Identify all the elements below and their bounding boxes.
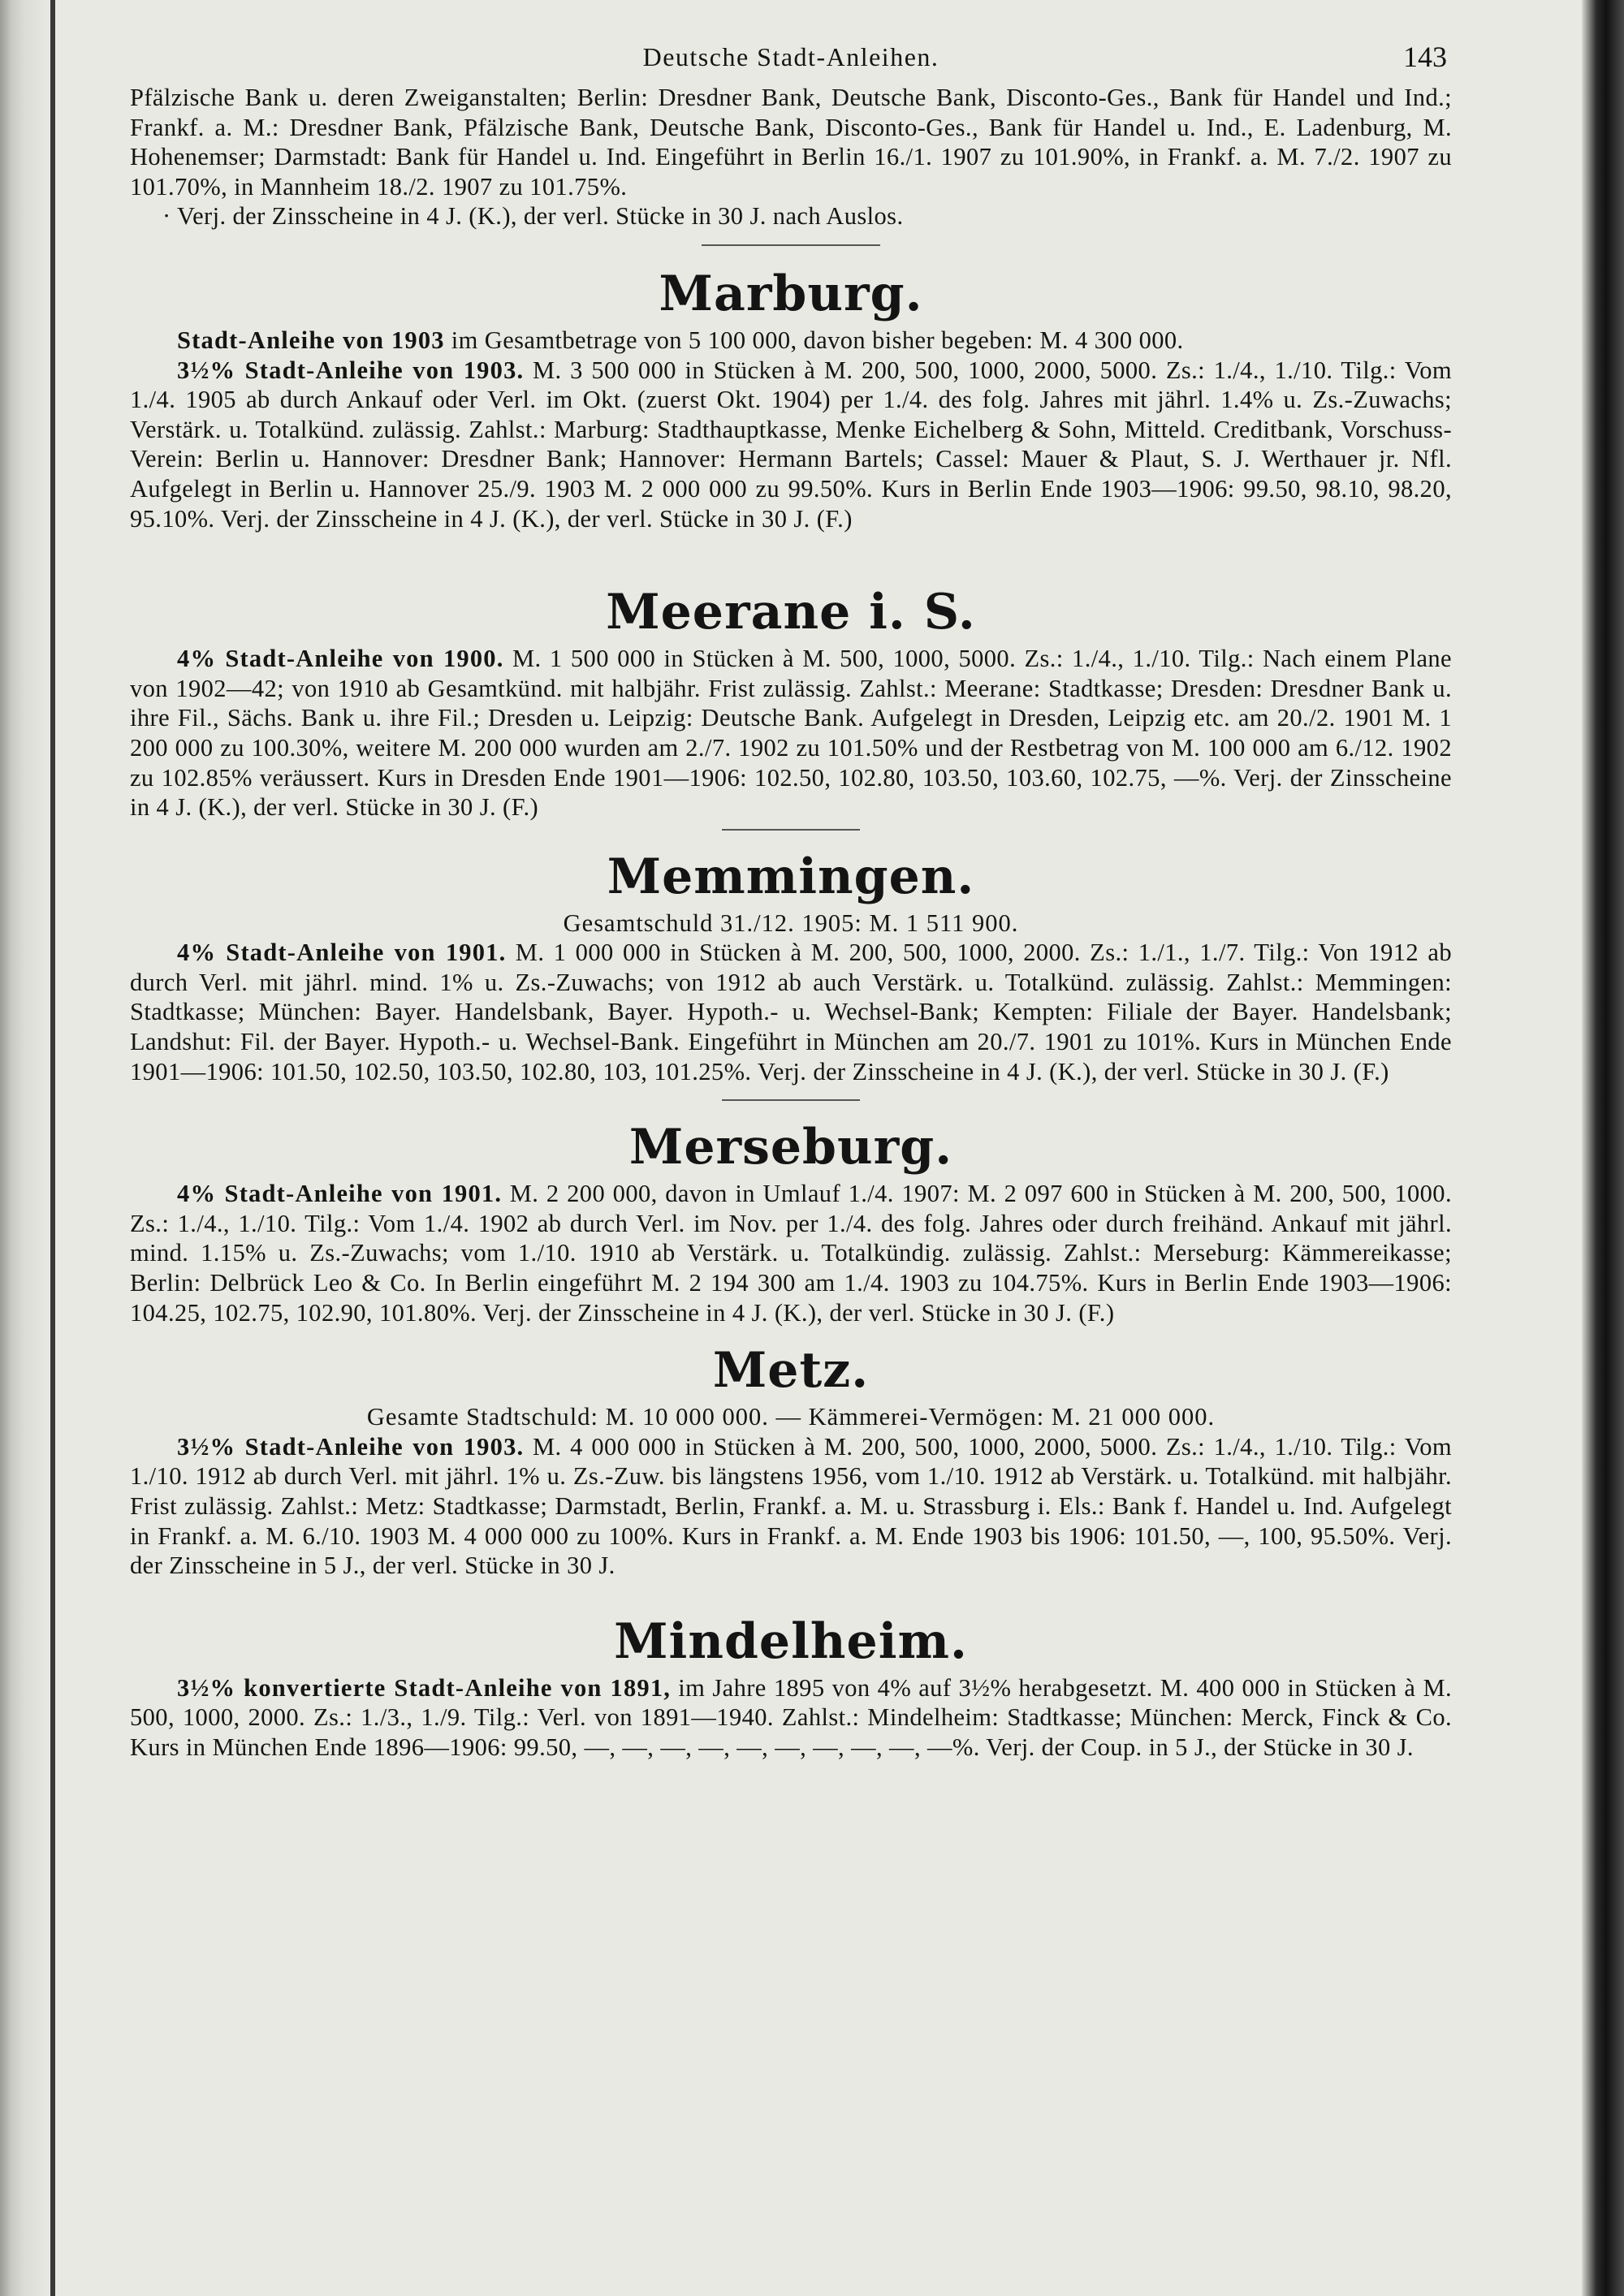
meerane-entry xyxy=(130,644,1452,822)
intro-text: Pfälzische Bank u. deren Zweiganstalten; Berlin: Dresdner Bank, Deutsche Bank, Disconto-Ges., Bank für Handel und Ind.; Frankf. a. M.: Dresdner Bank, Pfälzische Bank, Deutsche Bank, Disconto-Ges., Bank für Handel u. Ind., E. Ladenburg, M. Hohenemser; Darmstadt: Bank für Handel u. Ind. Eingeführt in Berlin 16./1. 1907 zu 101.90%, in Frankf. a. M. 7./2. 1907 zu 101.70%, in Mannheim 18./2. 1907 zu 101.75%. xyxy=(130,84,1452,201)
section-title-meerane: Meerane i. S. xyxy=(606,584,976,641)
scan-left-border xyxy=(50,0,55,2296)
scan-left-shadow xyxy=(0,0,50,2296)
section-divider xyxy=(702,244,880,246)
metz-entry-text: M. 4 000 000 in Stücken à M. 200, 500, 1000, 2000, 5000. Zs.: 1./4., 1./10. Tilg.: Vom 1./10. 1912 ab durch Verl. mit jährl. 1% u. Zs.-Zuw. bis längstens 1956, vom 1./10. 1912 ab Verstärk. u. Totalkünd. mit halbjähr. Frist zulässig. Zahlst.: Metz: Stadtkasse; Darmstadt, Berlin, Frankf. a. M. u. Strassburg i. Els.: Bank f. Handel u. Ind. Aufgelegt in Frankf. a. M. 6./10. 1903 M. 4 000 000 zu 100%. Kurs in Frankf. a. M. Ende 1903 bis 1906: 101.50, —, 100, 95.50%. Verj. der Zinsscheine in 5 J., der verl. Stücke in 30 J. xyxy=(130,1432,1452,1580)
meerane-entry-text: M. 1 500 000 in Stücken à M. 500, 1000, 5000. Zs.: 1./4., 1./10. Tilg.: Nach einem Plane von 1902—42; von 1910 ab Gesamtkünd. mit halbjähr. Frist zulässig. Zahlst.: Meerane: Stadtkasse; Dresden: Dresdner Bank u. ihre Fil., Sächs. Bank u. ihre Fil.; Dresden u. Leipzig: Deutsche Bank. Aufgelegt in Dresden, Leipzig etc. am 20./2. 1901 M. 1 200 000 zu 100.30%, weitere M. 200 000 wurden am 2./7. 1902 zu 101.50% und der Restbetrag von M. 100 000 am 6./12. 1902 zu 102.85% veräussert. Kurs in Dresden Ende 1901—1906: 102.50, 102.80, 103.50, 103.60, 102.75, —%. Verj. der Zinsscheine in 4 J. (K.), der verl. Stücke in 30 J. (F.) xyxy=(130,645,1452,822)
intro-note: · Verj. der Zinsscheine in 4 J. (K.), der verl. Stücke in 30 J. nach Auslos. xyxy=(162,202,904,231)
mindelheim-entry xyxy=(130,1673,1452,1763)
merseburg-entry xyxy=(130,1179,1452,1327)
intro-continuation xyxy=(130,83,1452,231)
mindelheim-entry-text: im Jahre 1895 von 4% auf 3½% herabgesetzt. M. 400 000 in Stücken à M. 500, 1000, 2000. Zs.: 1./3., 1./9. Tilg.: Verl. von 1891—1940. Zahlst.: Mindelheim: Stadtkasse; München: Merck, Finck & Co. Kurs in München Ende 1896—1906: 99.50, —, —, —, —, —, —, —, —, —, —%. Verj. der Coup. in 5 J., der Stücke in 30 J. xyxy=(130,1673,1452,1761)
marburg-entry-text: M. 3 500 000 in Stücken à M. 200, 500, 1000, 2000, 5000. Zs.: 1./4., 1./10. Tilg.: Vom 1./4. 1905 ab durch Ankauf oder Verl. im Okt. (zuerst Okt. 1904) per 1./4. des folg. Jahres mit jährl. 1.4% u. Zs.-Zuwachs; Verstärk. u. Totalkünd. zulässig. Zahlst.: Marburg: Stadthauptkasse, Menke Eichelberg & Sohn, Mitteld. Creditbank, Vorschuss-Verein: Berlin u. Hannover: Dresdner Bank; Hannover: Hermann Bartels; Cassel: Mauer & Plaut, S. J. Werthauer jr. Nfl. Aufgelegt in Berlin u. Hannover 25./9. 1903 M. 2 000 000 zu 99.50%. Kurs in Berlin Ende 1903—1906: 99.50, 98.10, 98.20, 95.10%. Verj. der Zinsscheine in 4 J. (K.), der verl. Stücke in 30 J. (F.) xyxy=(130,356,1452,533)
merseburg-entry-title: 4% Stadt-Anleihe von 1901. xyxy=(177,1180,503,1208)
marburg-entry-title: 3½% Stadt-Anleihe von 1903. xyxy=(177,356,525,384)
section-divider xyxy=(722,1099,860,1101)
section-mindelheim xyxy=(130,1610,1452,1763)
memmingen-entry-text: M. 1 000 000 in Stücken à M. 200, 500, 1000, 2000. Zs.: 1./1., 1./7. Tilg.: Von 1912 ab durch Verl. mit jährl. mind. 1% u. Zs.-Zuwachs; von 1912 ab auch Verstärk. u. Totalkünd. zulässig. Zahlst.: Memmingen: Stadtkasse; München: Bayer. Handelsbank, Bayer. Hypoth.- u. Wechsel-Bank; Kempten: Filiale der Bayer. Handelsbank; Landshut: Fil. der Bayer. Hypoth.- u. Wechsel-Bank. Eingeführt in München am 20./7. 1901 zu 101%. Kurs in München Ende 1901—1906: 101.50, 102.50, 103.50, 102.80, 103, 101.25%. Verj. der Zinsscheine in 4 J. (K.), der verl. Stücke in 30 J. (F.) xyxy=(130,939,1452,1085)
meerane-entry-title: 4% Stadt-Anleihe von 1900. xyxy=(177,645,504,673)
metz-entry xyxy=(130,1432,1452,1581)
memmingen-debt-line: Gesamtschuld 31./12. 1905: M. 1 511 900. xyxy=(563,908,1019,937)
metz-debt-line: Gesamte Stadtschuld: M. 10 000 000. — Kämmerei-Vermögen: M. 21 000 000. xyxy=(366,1403,1216,1431)
memmingen-entry xyxy=(130,938,1452,1086)
section-divider xyxy=(722,829,860,831)
mindelheim-entry-title: 3½% konvertierte Stadt-Anleihe von 1891, xyxy=(177,1673,672,1702)
metz-entry-title: 3½% Stadt-Anleihe von 1903. xyxy=(177,1432,525,1461)
section-title-memmingen: Memmingen. xyxy=(607,848,975,905)
scan-right-edge xyxy=(1582,0,1624,2296)
marburg-total-label: Stadt-Anleihe von 1903 xyxy=(177,326,445,354)
page-number: 143 xyxy=(1403,41,1447,73)
memmingen-entry-title: 4% Stadt-Anleihe von 1901. xyxy=(177,939,507,967)
running-title: Deutsche Stadt-Anleihen. xyxy=(642,42,939,71)
section-title-metz: Metz. xyxy=(712,1342,870,1400)
section-memmingen xyxy=(130,845,1452,1087)
book-page xyxy=(130,42,1452,1763)
section-title-marburg: Marburg. xyxy=(659,265,923,322)
marburg-entry xyxy=(130,356,1452,534)
section-meerane xyxy=(130,580,1452,822)
section-metz xyxy=(130,1339,1452,1581)
merseburg-entry-text: M. 2 200 000, davon in Umlauf 1./4. 1907: M. 2 097 600 in Stücken à M. 200, 500, 1000. Zs.: 1./4., 1./10. Tilg.: Vom 1./4. 1902 ab durch Verl. im Nov. per 1./4. des folg. Jahres oder durch freihänd. Ankauf mit jährl. mind. 1.15% u. Zs.-Zuwachs; vom 1./10. 1910 ab Verstärk. u. Totalkündig. zulässig. Zahlst.: Merseburg: Kämmereikasse; Berlin: Delbrück Leo & Co. In Berlin eingeführt M. 2 194 300 am 1./4. 1903 zu 104.75%. Kurs in Berlin Ende 1903—1906: 104.25, 102.75, 102.90, 101.80%. Verj. der Zinsscheine in 4 J. (K.), der verl. Stücke in 30 J. (F.) xyxy=(130,1180,1452,1327)
marburg-total-text: im Gesamtbetrage von 5 100 000, davon bisher begeben: M. 4 300 000. xyxy=(444,326,1184,354)
page-header xyxy=(130,42,1452,83)
section-marburg xyxy=(130,262,1452,533)
section-title-merseburg: Merseburg. xyxy=(628,1119,953,1176)
section-merseburg xyxy=(130,1116,1452,1327)
section-title-mindelheim: Mindelheim. xyxy=(614,1612,968,1670)
marburg-total-line xyxy=(130,326,1452,356)
